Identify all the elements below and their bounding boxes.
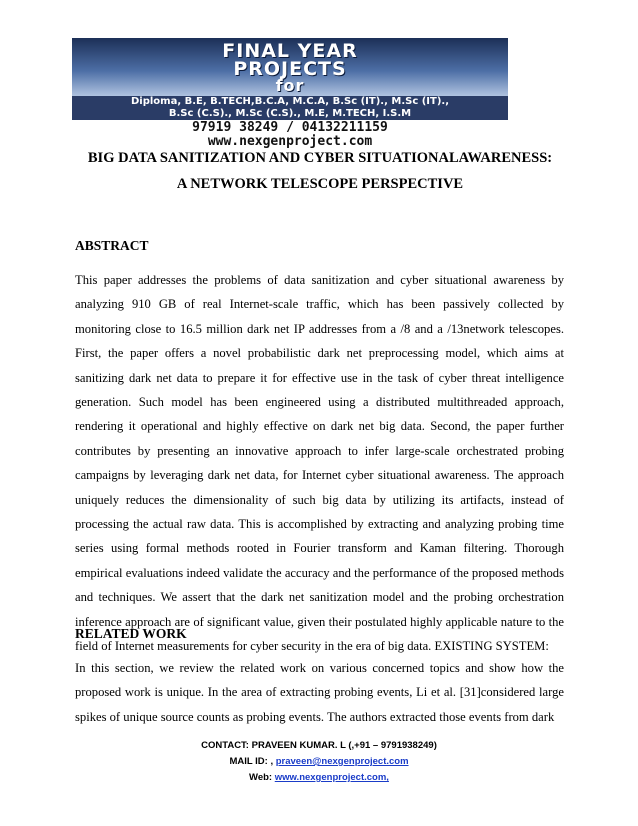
footer-web-label: Web: xyxy=(249,772,273,783)
header-banner xyxy=(72,38,508,148)
banner-line-for: for xyxy=(275,76,305,95)
footer-contact: CONTACT: PRAVEEN KUMAR. L (,+91 – 9791938249) xyxy=(201,740,437,751)
footer-mail xyxy=(0,756,638,767)
abstract-heading: ABSTRACT xyxy=(75,238,149,253)
banner-phone: 97919 38249 / 04132211159 xyxy=(192,120,388,135)
banner-line-projects: PROJECTS xyxy=(233,58,347,80)
related-work-heading: RELATED WORK xyxy=(75,626,187,641)
footer-web-link[interactable]: www.nexgenproject.com, xyxy=(274,772,389,783)
banner-website: www.nexgenproject.com xyxy=(207,134,373,148)
related-work-paragraph: In this section, we review the related work on various concerned topics and show how the proposed work is unique. In the area of extracting probing events, Li et al. [31]considered large spikes of unique source counts as probing events. The authors extracted those events from dark xyxy=(75,661,564,724)
document-title-line2: A NETWORK TELESCOPE PERSPECTIVE xyxy=(176,176,464,192)
banner-courses-line1: Diploma, B.E, B.TECH,B.C.A, M.C.A, B.Sc (IT)., M.Sc (IT)., xyxy=(72,96,508,108)
footer-mail-label: MAIL ID: , xyxy=(229,756,274,767)
abstract-paragraph: This paper addresses the problems of data sanitization and cyber situational awareness by analyzing 910 GB of real Internet-scale traffic, which has been passively collected by monitoring close to 16.5 million dark net IP addresses from a /8 and a /13network telescopes. First, the paper offers a novel probabilistic dark net preprocessing model, which aims at sanitizing dark net data to prepare it for effective use in the task of cyber threat intelligence generation. Such model has been engineered using a distributed multithreaded approach, rendering it operational and highly effective on dark net big data. Second, the paper further contributes by presenting an innovative approach to infer large-scale orchestrated probing campaigns by leveraging dark net data, for Internet cyber situational awareness. The approach uniquely reduces the dimensionality of such big data by utilizing its artifacts, instead of processing the actual raw data. This is accomplished by extracting and analyzing probing time series using formal methods rooted in Fourier transform and Kaman filtering. Thorough empirical evaluations indeed validate the accuracy and the performance of the proposed methods and techniques. We assert that the dark net sanitization model and the probing orchestration inference approach are of significant value, given their postulated highly applicable nature to the field of Internet measurements for cyber security in the era of big data. EXISTING SYSTEM: xyxy=(75,273,564,654)
banner-courses-line2: B.Sc (C.S)., M.Sc (C.S)., M.E, M.TECH, I.S.M xyxy=(72,108,508,120)
document-title-line1: BIG DATA SANITIZATION AND CYBER SITUATIONALAWARENESS: xyxy=(87,150,553,166)
footer-web xyxy=(0,772,638,783)
footer-mail-link[interactable]: praveen@nexgenproject.com xyxy=(275,756,409,767)
banner-line-final-year: FINAL YEAR xyxy=(222,40,358,62)
